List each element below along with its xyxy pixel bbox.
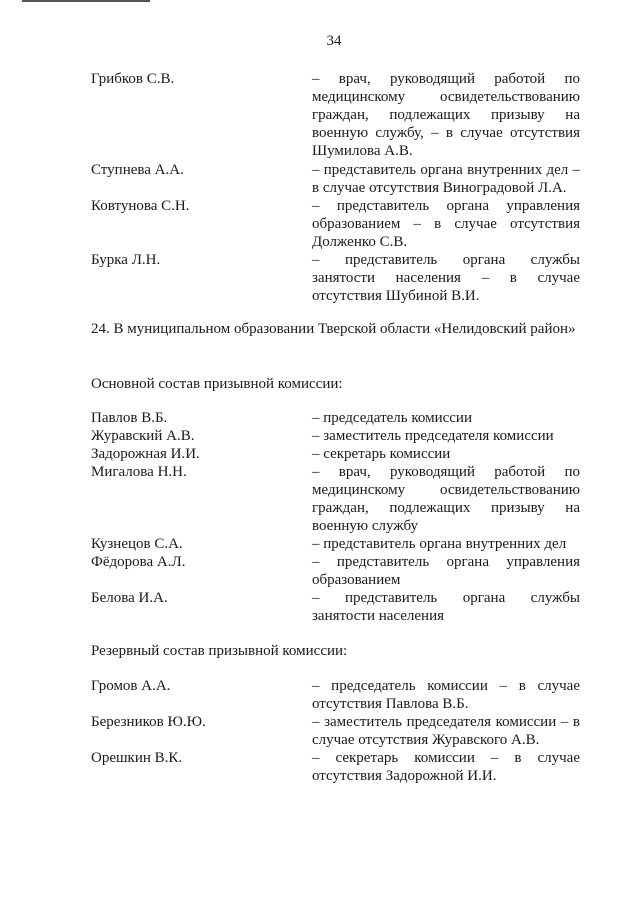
member-name: Кузнецов С.А.	[91, 536, 183, 552]
main-composition-heading: Основной состав призывной комиссии:	[91, 376, 343, 392]
page-number: 34	[326, 33, 342, 49]
member-role: – представитель органа службы занятости населения	[312, 590, 580, 624]
member-name: Фёдорова А.Л.	[91, 554, 186, 570]
member-role: – представитель органа службы занятости населения – в случае отсутствия Шубиной В.И.	[312, 252, 580, 304]
reserve-composition-heading: Резервный состав призывной комиссии:	[91, 643, 348, 659]
member-name: Журавский А.В.	[91, 428, 195, 444]
member-name: Громов А.А.	[91, 678, 171, 694]
member-role: – представитель органа внутренних дел	[312, 536, 567, 552]
member-role: – заместитель председателя комиссии – в случае отсутствия Журавского А.В.	[312, 714, 580, 748]
member-name: Грибков С.В.	[91, 71, 175, 87]
municipality-paragraph: 24. В муниципальном образовании Тверской области «Нелидовский район»	[91, 321, 576, 337]
member-role: – представитель органа управления образованием	[312, 554, 580, 588]
member-name: Ковтунова С.Н.	[91, 198, 190, 214]
member-role: – заместитель председателя комиссии	[312, 428, 554, 444]
member-role: – председатель комиссии	[312, 410, 472, 426]
member-role: – секретарь комиссии	[312, 446, 451, 462]
member-role: – врач, руководящий работой по медицинскому освидетельствованию граждан, подлежащих призыву на военную службу, – в случае отсутствия Шумилова А.В.	[312, 71, 580, 159]
member-role: – председатель комиссии – в случае отсутствия Павлова В.Б.	[312, 678, 580, 712]
member-role: – представитель органа управления образованием – в случае отсутствия Долженко С.В.	[312, 198, 580, 250]
scan-edge-line	[22, 0, 150, 2]
member-name: Орешкин В.К.	[91, 750, 183, 766]
member-name: Белова И.А.	[91, 590, 168, 606]
member-name: Ступнева А.А.	[91, 162, 184, 178]
member-role: – врач, руководящий работой по медицинскому освидетельствованию граждан, подлежащих призыву на военную службу	[312, 464, 580, 534]
member-name: Бурка Л.Н.	[91, 252, 161, 268]
member-name: Павлов В.Б.	[91, 410, 168, 426]
member-name: Березников Ю.Ю.	[91, 714, 206, 730]
member-role: – секретарь комиссии – в случае отсутствия Задорожной И.И.	[312, 750, 580, 784]
member-name: Задорожная И.И.	[91, 446, 200, 462]
member-name: Мигалова Н.Н.	[91, 464, 187, 480]
member-role: – представитель органа внутренних дел – в случае отсутствия Виноградовой Л.А.	[312, 162, 580, 196]
